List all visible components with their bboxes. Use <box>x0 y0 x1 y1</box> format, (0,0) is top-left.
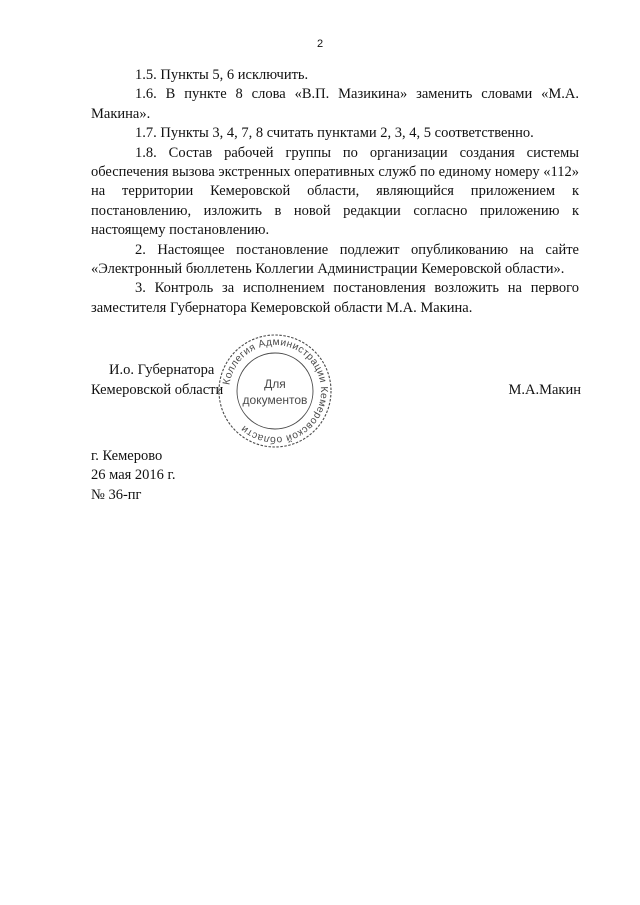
paragraph-2: 2. Настоящее постановление подлежит опубликованию на сайте «Электронный бюллетень Коллегии Администрации Кемеровской области». <box>91 241 579 278</box>
page-number: 2 <box>316 38 324 50</box>
stamp-center-line2: документов <box>242 393 308 407</box>
stamp-ring-text: Коллегия Администрации Кемеровской области <box>221 336 330 446</box>
issue-date: 26 мая 2016 г. <box>91 467 176 484</box>
signatory-title: И.о. Губернатора <box>109 362 215 378</box>
document-footer <box>91 447 176 505</box>
stamp-center-line1: Для <box>264 377 286 391</box>
paragraph-1-6: 1.6. В пункте 8 слова «В.П. Мазикина» заменить словами «М.А. Макина». <box>91 86 579 122</box>
stamp-outer-ring <box>219 335 331 447</box>
document-body <box>91 66 579 318</box>
signatory-region: Кемеровской области <box>91 382 224 398</box>
paragraph-1-7: 1.7. Пункты 3, 4, 7, 8 считать пунктами 2, 3, 4, 5 соответственно. <box>135 125 534 142</box>
paragraph-1-5: 1.5. Пункты 5, 6 исключить. <box>135 67 309 83</box>
issue-city: г. Кемерово <box>91 448 163 464</box>
document-number: № 36-пг <box>91 486 142 503</box>
paragraph-3: 3. Контроль за исполнением постановления возложить на первого заместителя Губернатора Кемеровской области М.А. Макина. <box>91 280 579 316</box>
stamp-inner-ring <box>237 353 313 429</box>
signatory-name: М.А.Макин <box>508 382 581 398</box>
official-stamp <box>216 332 334 450</box>
paragraph-1-8: 1.8. Состав рабочей группы по организации создания системы обеспечения вызова экстренных оперативных служб по единому номеру «112» на территории Кемеровской области, являющийся приложением к постановлению, изложить в новой редакции согласно приложению к настоящему постановлению. <box>91 144 579 239</box>
